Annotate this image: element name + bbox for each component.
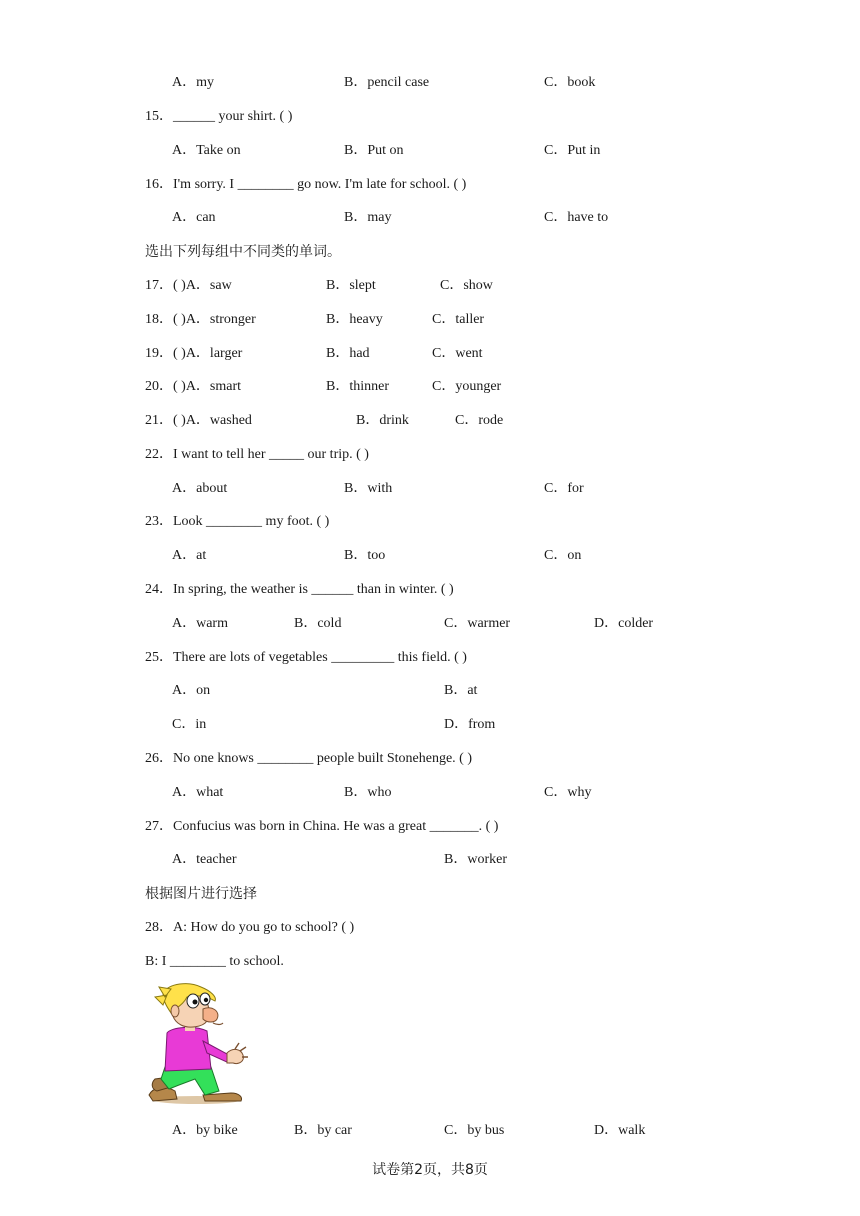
section-heading-odd-word: 选出下列每组中不同类的单词。 — [145, 244, 341, 260]
q15-option-b: B．Put on — [344, 143, 404, 158]
q18-option-c: C．taller — [432, 312, 485, 327]
q22-stem: 22．I want to tell her _____ our trip. ( ) — [145, 447, 369, 462]
q27-option-a: A．teacher — [172, 852, 237, 867]
q20-option-c: C．younger — [432, 379, 502, 394]
q28-option-b: B．by car — [294, 1123, 352, 1138]
q24-stem: 24．In spring, the weather is ______ than in winter. ( ) — [145, 582, 454, 597]
q16-stem: 16．I'm sorry. I ________ go now. I'm late for school. ( ) — [145, 177, 467, 192]
q24-option-c: C．warmer — [444, 616, 511, 631]
q25-option-b: B．at — [444, 683, 478, 698]
q20-option-b: B．thinner — [326, 379, 389, 394]
q14-option-a: A．my — [172, 75, 214, 90]
q18-option-b: B．heavy — [326, 312, 383, 327]
q15-stem: 15．______ your shirt. ( ) — [145, 109, 293, 124]
page-footer: 试卷第2页，共8页 — [372, 1162, 488, 1178]
q26-option-a: A．what — [172, 785, 224, 800]
q19-prefix: 19．( )A．larger — [145, 346, 243, 361]
q26-option-b: B．who — [344, 785, 392, 800]
q16-option-a: A．can — [172, 210, 216, 225]
q24-option-d: D．colder — [594, 616, 654, 631]
q22-option-c: C．for — [544, 481, 584, 496]
q15-option-c: C．Put in — [544, 143, 601, 158]
q14-option-c: C．book — [544, 75, 596, 90]
q23-option-a: A．at — [172, 548, 207, 563]
q17-option-b: B．slept — [326, 278, 376, 293]
q19-option-c: C．went — [432, 346, 483, 361]
q24-option-b: B．cold — [294, 616, 342, 631]
q24-option-a: A．warm — [172, 616, 228, 631]
q21-option-b: B．drink — [356, 413, 409, 428]
q28-option-c: C．by bus — [444, 1123, 505, 1138]
q25-option-a: A．on — [172, 683, 211, 698]
q18-prefix: 18．( )A．stronger — [145, 312, 256, 327]
q22-option-b: B．with — [344, 481, 393, 496]
q16-option-b: B．may — [344, 210, 392, 225]
q28-stem: 28．A: How do you go to school? ( ) — [145, 920, 355, 935]
q17-prefix: 17．( )A．saw — [145, 278, 232, 293]
q23-option-b: B．too — [344, 548, 386, 563]
q26-option-c: C．why — [544, 785, 592, 800]
q25-stem: 25．There are lots of vegetables _________ this field. ( ) — [145, 650, 467, 665]
q25-option-d: D．from — [444, 717, 496, 732]
q15-option-a: A．Take on — [172, 143, 241, 158]
q28-option-d: D．walk — [594, 1123, 646, 1138]
q14-option-b: B．pencil case — [344, 75, 430, 90]
q26-stem: 26．No one knows ________ people built Stonehenge. ( ) — [145, 751, 473, 766]
q23-stem: 23．Look ________ my foot. ( ) — [145, 514, 330, 529]
q22-option-a: A．about — [172, 481, 228, 496]
q17-option-c: C．show — [440, 278, 493, 293]
q16-option-c: C．have to — [544, 210, 609, 225]
q21-prefix: 21．( )A．washed — [145, 413, 252, 428]
q28-option-a: A．by bike — [172, 1123, 238, 1138]
q28-line2: B: I ________ to school. — [145, 954, 284, 969]
q20-prefix: 20．( )A．smart — [145, 379, 242, 394]
section-heading-picture: 根据图片进行选择 — [145, 886, 257, 902]
q23-option-c: C．on — [544, 548, 582, 563]
q25-option-c: C．in — [172, 717, 207, 732]
q27-option-b: B．worker — [444, 852, 507, 867]
walking-boy-illustration — [145, 983, 253, 1107]
q27-stem: 27．Confucius was born in China. He was a great _______. ( ) — [145, 819, 499, 834]
q19-option-b: B．had — [326, 346, 370, 361]
q21-option-c: C．rode — [455, 413, 504, 428]
